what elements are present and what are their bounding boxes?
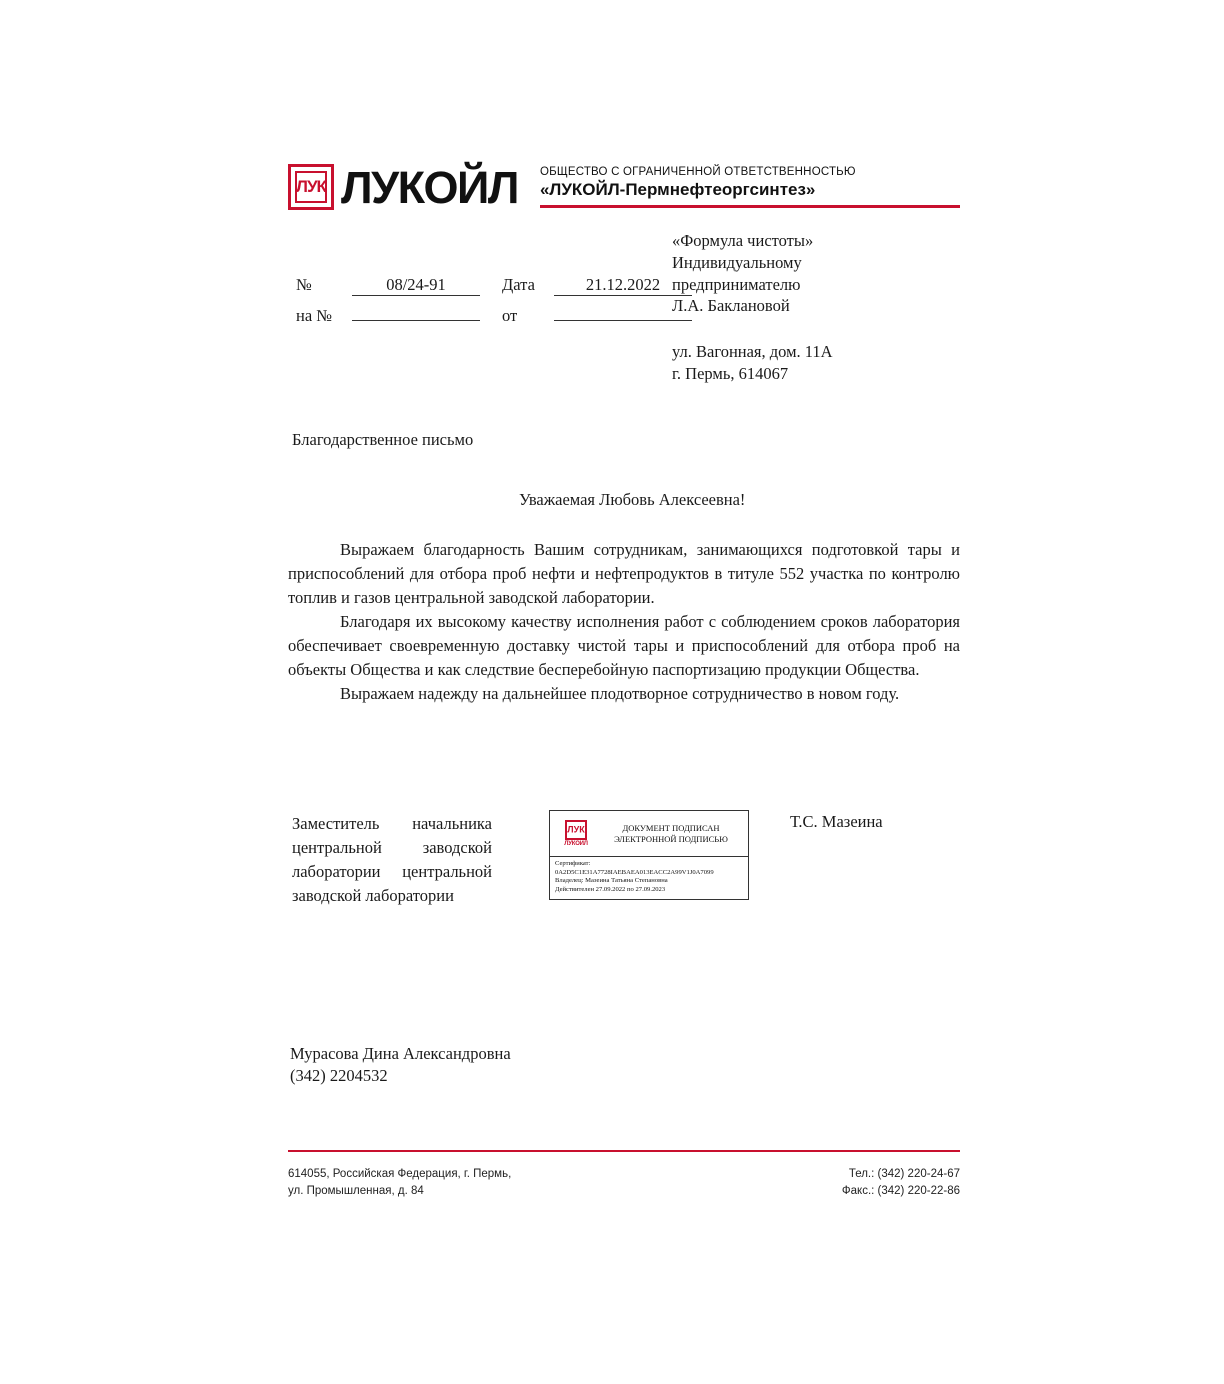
stamp-certificate-label: Сертификат: [555,860,591,867]
reply-date-label: от [502,306,518,325]
signatory-title: Заместитель начальника центральной заводской лаборатории центральной заводской лаборатории [292,814,492,905]
lukoil-logo [288,161,518,213]
letter-body [288,538,960,705]
footer-address-line-1: 614055, Российская Федерация, г. Пермь, [288,1168,512,1180]
reply-number-label: на № [296,306,333,325]
addressee-address-city: г. Пермь, 614067 [672,364,789,384]
requisites-row-incoming [296,300,692,325]
number-label: № [296,275,312,294]
addressee-address [672,341,972,386]
body-paragraph-3: Выражаем надежду на дальнейшее плодотворное сотрудничество в новом году. [340,683,900,703]
organization-block [540,160,856,200]
letterhead-footer [288,1166,960,1201]
logo-mark-text: ЛУК [296,177,326,196]
stamp-header [550,811,748,857]
letterhead-header [288,160,960,213]
executor-block [290,1043,511,1088]
footer-phone: Тел.: (342) 220-24-67 [848,1168,960,1180]
stamp-validity: Действителен 27.09.2022 по 27.09.2023 [555,886,666,894]
salutation: Уважаемая Любовь Алексеевна! [519,490,746,509]
stamp-certificate-value: 0A2D5C1E31A7728IAEBAEA013EACC2A99V1J0A7099 [555,868,714,876]
header-divider [540,205,960,208]
logo-wordmark: ЛУКОЙЛ [341,161,518,213]
addressee-line-1: «Формула чистоты» [672,231,814,250]
footer-fax: Факс.: (342) 220-22-86 [841,1185,960,1198]
body-paragraph-2: Благодаря их высокому качеству исполнения работ с соблюдением сроков лаборатория обеспечивает своевременную доставку чистой тары и приспособлений для отбора проб на объекты Общества и как следствие бесперебойную паспортизацию продукции Общества. [288,611,960,679]
stamp-details [550,857,748,895]
executor-phone: (342) 2204532 [290,1066,388,1086]
addressee-block [672,230,972,317]
stamp-title-line-2: ЭЛЕКТРОННОЙ ПОДПИСЬЮ [614,833,728,844]
electronic-signature-stamp [549,810,749,900]
date-value: 21.12.2022 [554,275,692,296]
requisites-block [296,275,692,325]
footer-address-line-2: ул. Промышленная, д. 84 [288,1185,424,1198]
stamp-owner: Владелец: Мазеина Татьяна Степановна [555,877,668,885]
stamp-title [598,823,748,844]
addressee-line-4: Л.А. Баклановой [672,296,790,316]
stamp-lukoil-logo-icon [550,820,598,847]
stamp-logo-mark-text: ЛУК [567,824,585,835]
addressee-address-street: ул. Вагонная, дом. 11А [672,342,833,361]
number-value: 08/24-91 [352,275,480,296]
executor-name: Мурасова Дина Александровна [290,1044,511,1063]
footer-divider [288,1150,960,1152]
footer-contacts [842,1166,960,1201]
organization-name: «ЛУКОЙЛ-Пермнефтеоргсинтез» [539,180,816,199]
addressee-line-3: предпринимателю [672,274,801,294]
stamp-title-line-1: ДОКУМЕНТ ПОДПИСАН [622,822,720,833]
date-label: Дата [502,275,535,294]
requisites-row-outgoing [296,275,692,300]
organization-form: ОБЩЕСТВО С ОГРАНИЧЕННОЙ ОТВЕТСТВЕННОСТЬЮ [539,166,856,178]
footer-address [288,1166,511,1201]
signatory-name: Т.С. Мазеина [790,812,883,831]
stamp-logo-wordmark: ЛУКОЙЛ [564,841,588,847]
letter-subject: Благодарственное письмо [292,430,474,449]
addressee-line-2: Индивидуальному [672,252,802,272]
reply-number-value [352,300,480,321]
body-paragraph-1: Выражаем благодарность Вашим сотрудникам, занимающихся подготовкой тары и приспособлений для отбора проб нефти и нефтепродуктов в титуле 552 участка по контролю топлив и газов центральной заводской лаборатории. [288,540,960,607]
lukoil-logo-icon [288,164,334,210]
